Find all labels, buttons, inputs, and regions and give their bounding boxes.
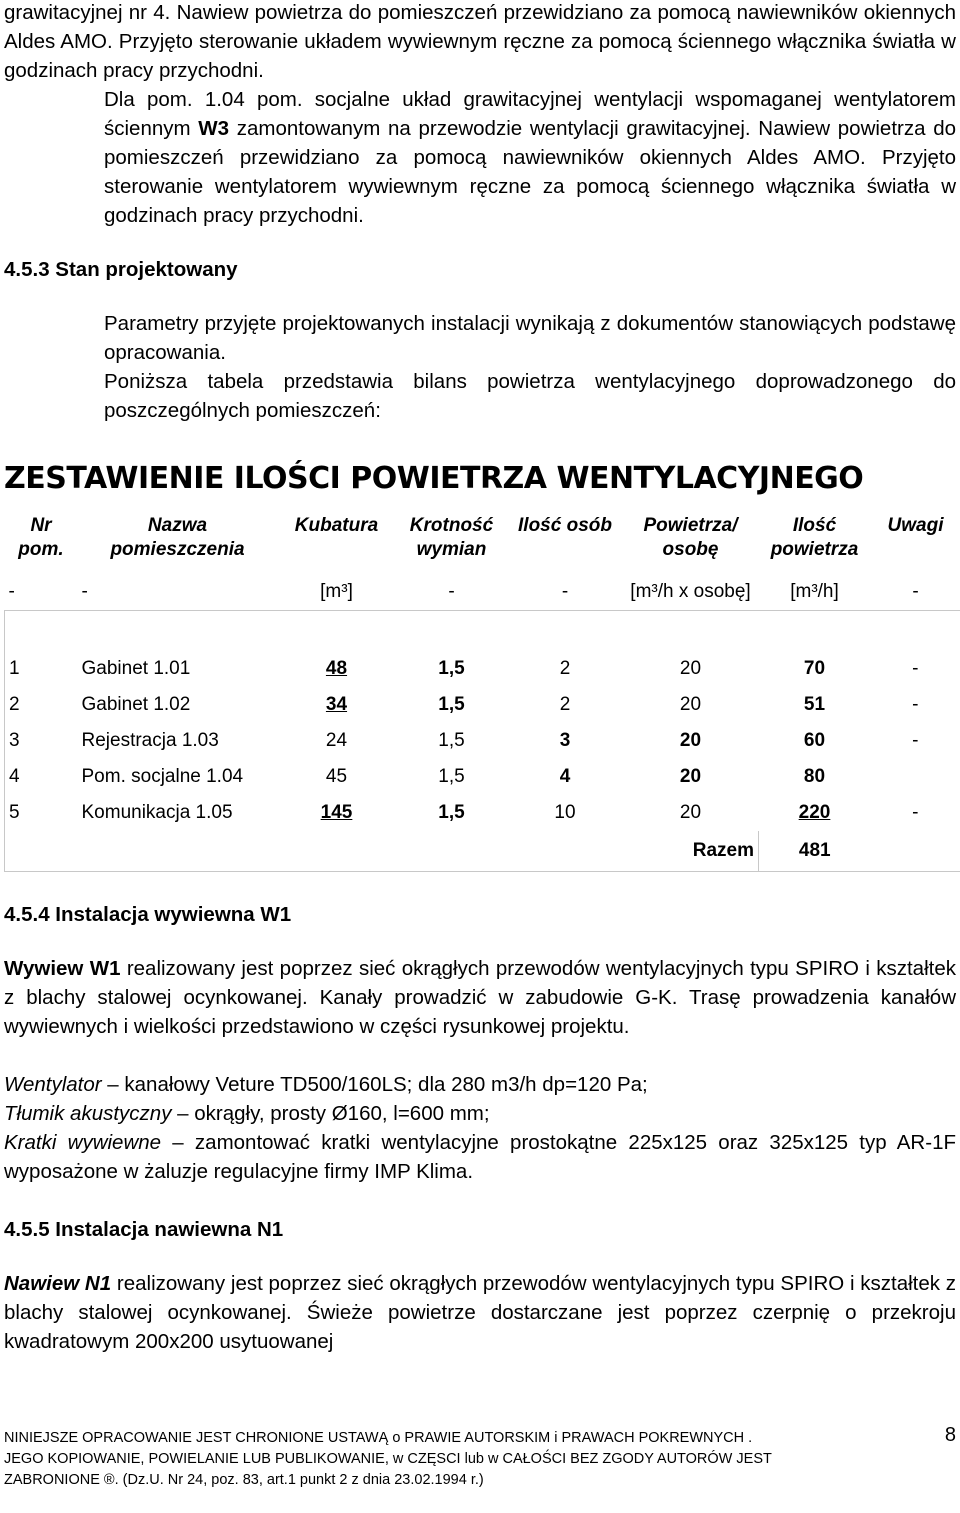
cell-volume: 45	[325, 766, 348, 787]
silencer-text: – okrągły, prosty Ø160, l=600 mm;	[171, 1102, 490, 1125]
unit-cell: [m³/h]	[790, 581, 839, 602]
total-label: Razem	[623, 831, 759, 872]
unit-cell: -	[8, 581, 15, 602]
section-453-paragraph-1: Parametry przyjęte projektowanych instalacji wynikają z dokumentów stanowiących podstawę opracowania.	[104, 312, 956, 364]
col-header: Ilość osób	[518, 515, 612, 536]
intro-p2-bold: W3	[198, 117, 230, 140]
cell-nr: 4	[5, 759, 78, 795]
col-header: Nr pom.	[18, 515, 64, 560]
cell-name: Gabinet 1.01	[81, 658, 191, 679]
cell-exchange: 1,5	[438, 766, 465, 787]
cell-persons: 4	[559, 766, 571, 787]
cell-name: Gabinet 1.02	[81, 694, 191, 715]
unit-cell: -	[448, 581, 455, 602]
intro-paragraph-2	[4, 85, 956, 230]
air-balance-table	[4, 514, 960, 872]
unit-cell: [m³/h x osobę]	[630, 581, 751, 602]
cell-persons: 2	[559, 694, 571, 715]
table-row	[5, 723, 960, 759]
cell-nr: 5	[5, 795, 78, 831]
cell-name: Rejestracja 1.03	[81, 730, 219, 751]
unit-cell: -	[912, 581, 919, 602]
table-row	[5, 687, 960, 723]
col-header: Uwagi	[887, 515, 944, 536]
w1-text: realizowany jest poprzez sieć okrągłych przewodów wentylacyjnych typu SPIRO i kształtek z blachy stalowej ocynkowanej. Kanały prowadzić w zabudowie G-K. Trasę prowadzenia kanałów wywiewnych i wielkości przedstawiono w części rysunkowej projektu.	[4, 957, 956, 1038]
cell-air-per-person: 20	[679, 694, 702, 715]
col-header: Kubatura	[294, 515, 379, 536]
table-total-row	[5, 831, 960, 872]
n1-text: realizowany jest poprzez sieć okrągłych przewodów wentylacyjnych typu SPIRO i kształtek z blachy stalowej ocynkowanej. Świeże powietrze dostarczane jest poprzez czerpnię o przekroju kwadratowym 200x200 usytuowanej	[4, 1272, 956, 1353]
cell-air-total: 70	[803, 658, 826, 679]
cell-exchange: 1,5	[438, 694, 465, 715]
page-number: 8	[944, 1424, 956, 1446]
silencer-label: Tłumik akustyczny	[4, 1102, 172, 1125]
section-455-heading: 4.5.5 Instalacja nawiewna N1	[4, 1218, 284, 1241]
table-row	[5, 795, 960, 831]
air-balance-table-wrap	[4, 514, 956, 872]
cell-volume: 48	[325, 658, 348, 679]
cell-air-per-person: 20	[679, 766, 702, 787]
fan-label: Wentylator	[4, 1073, 102, 1096]
cell-notes: -	[871, 687, 960, 723]
table-spacer-row	[5, 611, 960, 652]
w1-label: Wywiew W1	[4, 957, 121, 980]
footer-line-3: ZABRONIONE ®. (Dz.U. Nr 24, poz. 83, art.1 punkt 2 z dnia 23.02.1994 r.)	[4, 1472, 484, 1488]
cell-exchange: 1,5	[438, 658, 465, 679]
intro-p2-text: Dla pom. 1.04 pom. socjalne układ grawitacyjnej wentylacji wspomaganej wentylatorem ściennym	[104, 88, 956, 140]
cell-volume: 34	[325, 694, 348, 715]
cell-name: Komunikacja 1.05	[81, 802, 233, 823]
cell-volume: 24	[325, 730, 348, 751]
cell-exchange: 1,5	[438, 802, 465, 823]
cell-air-total: 80	[803, 766, 826, 787]
grilles-line	[4, 1128, 956, 1186]
total-spacer	[5, 831, 623, 872]
unit-cell: [m³]	[320, 581, 353, 602]
cell-air-per-person: 20	[679, 658, 702, 679]
cell-air-total: 220	[798, 802, 831, 823]
silencer-line	[4, 1099, 956, 1128]
footer-line-2: JEGO KOPIOWANIE, POWIELANIE LUB PUBLIKOWANIE, w CZĘSCI lub w CAŁOŚCI BEZ ZGODY AUTORÓW JEST	[4, 1451, 772, 1467]
unit-cell: -	[81, 581, 88, 602]
unit-cell: -	[561, 581, 569, 602]
fan-text: – kanałowy Veture TD500/160LS; dla 280 m3/h dp=120 Pa;	[101, 1073, 648, 1096]
intro-paragraph-1: grawitacyjnej nr 4. Nawiew powietrza do pomieszczeń przewidziano za pomocą nawiewników okiennych Aldes AMO. Przyjęto sterowanie układem wywiewnym ręczne za pomocą ściennego włącznika światła w godzinach pracy przychodni.	[4, 1, 956, 82]
col-header: Powietrza/ osobę	[643, 515, 738, 560]
cell-air-per-person: 20	[679, 730, 702, 751]
table-title: ZESTAWIENIE ILOŚCI POWIETRZA WENTYLACYJNEGO	[4, 461, 864, 496]
cell-name: Pom. socjalne 1.04	[81, 766, 244, 787]
cell-air-total: 60	[803, 730, 826, 751]
total-notes	[871, 831, 960, 872]
n1-label: Nawiew N1	[4, 1272, 112, 1295]
grilles-text: – zamontować kratki wentylacyjne prostokątne 225x125 oraz 325x125 typ AR-1F wyposażone w żaluzje regulacyjne firmy IMP Klima.	[4, 1131, 956, 1183]
section-453-paragraph-2: Poniższa tabela przedstawia bilans powietrza wentylacyjnego doprowadzonego do poszczególnych pomieszczeń:	[104, 370, 956, 422]
cell-persons: 10	[554, 802, 576, 823]
cell-air-per-person: 20	[679, 802, 702, 823]
cell-nr: 3	[5, 723, 78, 759]
intro-p2-text-2: zamontowanym na przewodzie wentylacji grawitacyjnej. Nawiew powietrza do pomieszczeń przewidziano za pomocą nawiewników okiennych Aldes AMO. Przyjęto sterowanie wentylatorem wywiewnym ręczne za pomocą ściennego włącznika światła w godzinach pracy przychodni.	[104, 117, 957, 227]
cell-notes: -	[871, 723, 960, 759]
document-page	[4, 0, 956, 1356]
cell-notes	[871, 759, 960, 795]
table-row	[5, 759, 960, 795]
total-value: 481	[759, 831, 871, 872]
copyright-footer	[4, 1428, 956, 1491]
section-453-heading: 4.5.3 Stan projektowany	[4, 258, 238, 281]
footer-line-1: NINIEJSZE OPRACOWANIE JEST CHRONIONE USTAWĄ o PRAWIE AUTORSKIM i PRAWACH POKREWNYCH .	[4, 1430, 753, 1446]
grilles-label: Kratki wywiewne	[4, 1131, 162, 1154]
cell-air-total: 51	[803, 694, 826, 715]
section-454-heading: 4.5.4 Instalacja wywiewna W1	[4, 903, 292, 926]
cell-nr: 1	[5, 651, 78, 687]
col-header: Krotność wymian	[409, 515, 494, 560]
cell-volume: 145	[320, 802, 353, 823]
table-row	[5, 651, 960, 687]
section-455-paragraph	[4, 1269, 956, 1356]
col-header: Ilość powietrza	[770, 515, 859, 560]
col-header: Nazwa pomieszczenia	[110, 515, 245, 560]
cell-persons: 2	[559, 658, 571, 679]
section-454-paragraph	[4, 954, 956, 1041]
cell-exchange: 1,5	[438, 730, 465, 751]
cell-persons: 3	[559, 730, 571, 751]
fan-line	[4, 1070, 956, 1099]
table-header-row	[5, 514, 960, 574]
cell-nr: 2	[5, 687, 78, 723]
cell-notes: -	[871, 795, 960, 831]
table-units-row	[5, 574, 960, 611]
spacer-cell	[5, 611, 960, 652]
cell-notes: -	[871, 651, 960, 687]
